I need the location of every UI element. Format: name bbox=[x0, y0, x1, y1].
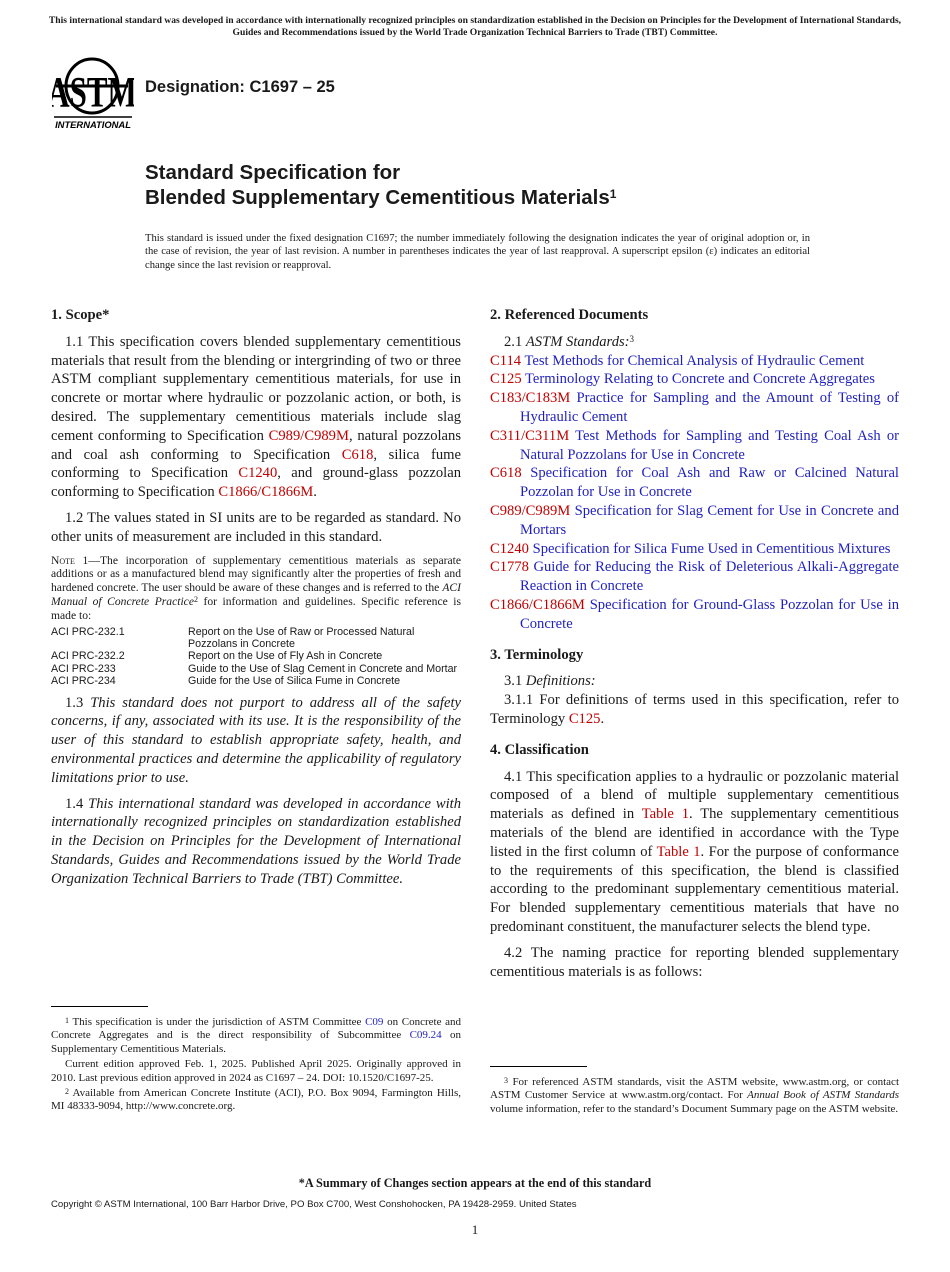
left-column bbox=[51, 306, 461, 896]
link-c125[interactable]: C125 bbox=[568, 710, 601, 727]
footnotes-left bbox=[51, 1016, 461, 1116]
classification-4-1: 4.1 This specification applies to a hydraulic or pozzolanic material composed of a blend of multiple supplementary cementitious materials as defined in Table 1. The supplementary cementitious materials of the blend are identified in accordance with the Type listed in the first column of Table 1. For the purpose of conformance to the requirements of this specification, the blend is classified according to the predominant supplementary cementitious material. For blended supplementary cementitious materials that have no predominant constituent, the manufacturer selects the blend type. bbox=[490, 768, 899, 935]
issued-note: This standard is issued under the fixed designation C1697; the number immediately following the designation indicates the year of original adoption or, in the case of revision, the year of last revision. A number in parentheses indicates the year of last reapproval. A superscript epsilon (ε) indicates an editorial change since the last revision or reapproval. bbox=[145, 233, 810, 271]
ref-item[interactable]: C125 Terminology Relating to Concrete and Concrete Aggregates bbox=[490, 371, 875, 388]
right-column bbox=[490, 306, 899, 988]
footnote-rule-right bbox=[490, 1066, 587, 1067]
title-line-2: Blended Supplementary Cementitious Materials$^1$ bbox=[145, 186, 617, 209]
astm-standards-label: 2.1 ASTM Standards:$^3$ bbox=[504, 333, 635, 350]
link-c989[interactable]: C989/C989M bbox=[268, 427, 349, 444]
page-number: 1 bbox=[471, 1222, 479, 1237]
top-notice: This international standard was developed in accordance with internationally recognized principles on standardization established in the Decision on Principles for the Development of International Standards, Guides and Recommendations issued by the World Trade Organization Technical Barriers to Trade (TBT) Committee. bbox=[48, 15, 902, 38]
link-table-1-b[interactable]: Table 1 bbox=[656, 843, 701, 860]
ref-item[interactable]: C1778 Guide for Reducing the Risk of Deleterious Alkali-Aggregate Reaction in Concrete bbox=[490, 559, 899, 595]
title-line-1: Standard Specification for bbox=[145, 161, 401, 184]
classification-heading: 4. Classification bbox=[490, 741, 589, 758]
note-1: Note 1—The incorporation of supplementary cementitious materials as separate additions or as a manufactured blend may significantly alter the properties of fresh and hardened concrete. The user should be aware of these changes and is referred to the ACI Manual of Concrete Practice$^2$ for information and guidelines. Specific reference is made to: bbox=[51, 553, 461, 622]
ref-item[interactable]: C1866/C1866M Specification for Ground-Glass Pozzolan for Use in Concrete bbox=[490, 596, 899, 632]
ref-item[interactable]: C1240 Specification for Silica Fume Used in Cementitious Mixtures bbox=[490, 540, 891, 557]
terminology-3-1-1: 3.1.1 For definitions of terms used in this specification, refer to Terminology C125. bbox=[490, 692, 899, 727]
link-table-1[interactable]: Table 1 bbox=[641, 806, 690, 823]
footnote-2: $^2$ Available from American Concrete Institute (ACI), P.O. Box 9094, Farmington Hills, MI 48333-9094, http://www.concrete.org. bbox=[51, 1087, 461, 1113]
page-title bbox=[145, 160, 616, 210]
ref-item[interactable]: C618 Specification for Coal Ash and Raw or Calcined Natural Pozzolan for Use in Concrete bbox=[490, 465, 899, 501]
summary-note: *A Summary of Changes section appears at the end of this standard bbox=[298, 1176, 652, 1190]
link-c1866[interactable]: C1866/C1866M bbox=[218, 484, 314, 501]
scope-1-4: 1.4 This international standard was developed in accordance with internationally recognized principles on standardization established in the Decision on Principles for the Development of International Standards, Guides and Recommendations issued by the World Trade Organization Technical Barriers to Trade (TBT) Committee. bbox=[51, 795, 462, 887]
scope-1-1: 1.1 This specification covers blended supplementary cementitious materials that result from the blending or intergrinding of two or three ASTM compliant supplementary cementitious materials, for use in concrete or mortar where hydraulic or pozzolanic action, or both, is desired. The supplementary cementitious materials include slag cement conforming to Specification C989/C989M, natural pozzolans and coal ash conforming to Specification C618, silica fume conforming to Specification C1240, and ground-glass pozzolan conforming to Specification C1866/C1866M. bbox=[51, 333, 462, 501]
astm-logo bbox=[52, 56, 134, 132]
link-c618[interactable]: C618 bbox=[341, 446, 374, 463]
logo-sub: INTERNATIONAL bbox=[55, 119, 131, 130]
terminology-heading: 3. Terminology bbox=[490, 646, 584, 663]
footnote-1: $^1$ This specification is under the jurisdiction of ASTM Committee C09 on Concrete and Concrete Aggregates and is the direct responsibility of Subcommittee C09.24 on Supplementary Cementitious Materials. bbox=[51, 1016, 462, 1055]
footnote-1-edition: Current edition approved Feb. 1, 2025. Published April 2025. Originally approved in 2010. Last previous edition approved in 2024 as C1697 – 24. DOI: 10.1520/C1697-25. bbox=[51, 1058, 461, 1084]
classification-4-2: 4.2 The naming practice for reporting blended supplementary cementitious materials is as follows: bbox=[490, 944, 899, 980]
scope-1-3: 1.3 This standard does not purport to address all of the safety concerns, if any, associated with its use. It is the responsibility of the user of this standard to establish appropriate safety, health, and environmental practices and determine the applicability of regulatory limitations prior to use. bbox=[51, 694, 461, 786]
terminology-3-1: 3.1 Definitions: bbox=[504, 673, 596, 690]
designation: Designation: C1697 – 25 bbox=[145, 78, 335, 96]
aci-row: ACI PRC-232.2 Report on the Use of Fly Ash in Concrete bbox=[51, 650, 383, 663]
ref-item[interactable]: C183/C183M Practice for Sampling and the Amount of Testing of Hydraulic Cement bbox=[490, 390, 899, 425]
link-c09[interactable]: C09 bbox=[365, 1016, 384, 1028]
astm-logo-icon bbox=[52, 56, 134, 132]
title-footnote-mark: 1 bbox=[609, 187, 617, 201]
aci-row: ACI PRC-232.1 Report on the Use of Raw or Processed Natural Pozzolans in Concrete bbox=[51, 625, 415, 650]
aci-reference-table bbox=[51, 626, 461, 688]
footnote-rule-left bbox=[51, 1006, 148, 1007]
scope-1-2: 1.2 The values stated in SI units are to be regarded as standard. No other units of measurement are included in this standard. bbox=[51, 509, 461, 545]
copyright: Copyright © ASTM International, 100 Barr Harbor Drive, PO Box C700, West Conshohocken, PA 19428-2959. United States bbox=[51, 1199, 577, 1210]
referenced-list bbox=[490, 352, 899, 634]
scope-heading: 1. Scope* bbox=[51, 307, 110, 323]
link-c1240[interactable]: C1240 bbox=[238, 465, 278, 482]
footnote-3: $^3$ For referenced ASTM standards, visit the ASTM website, www.astm.org, or contact ASTM Customer Service at www.astm.org/contact. For Annual Book of ASTM Standards volume information, refer to the standard’s Document Summary page on the ASTM website. bbox=[490, 1076, 899, 1115]
aci-row: ACI PRC-234 Guide for the Use of Silica Fume in Concrete bbox=[51, 675, 401, 688]
logo-letters: ASTM bbox=[52, 68, 134, 117]
aci-row: ACI PRC-233 Guide to the Use of Slag Cement in Concrete and Mortar bbox=[51, 662, 458, 675]
ref-item[interactable]: C989/C989M Specification for Slag Cement for Use in Concrete and Mortars bbox=[490, 502, 899, 538]
referenced-heading: 2. Referenced Documents bbox=[490, 307, 649, 323]
link-c09-24[interactable]: C09.24 bbox=[409, 1029, 442, 1042]
ref-item[interactable]: C311/C311M Test Methods for Sampling and Testing Coal Ash or Natural Pozzolans for Use in Concrete bbox=[490, 427, 899, 463]
ref-item[interactable]: C114 Test Methods for Chemical Analysis of Hydraulic Cement bbox=[490, 352, 865, 369]
